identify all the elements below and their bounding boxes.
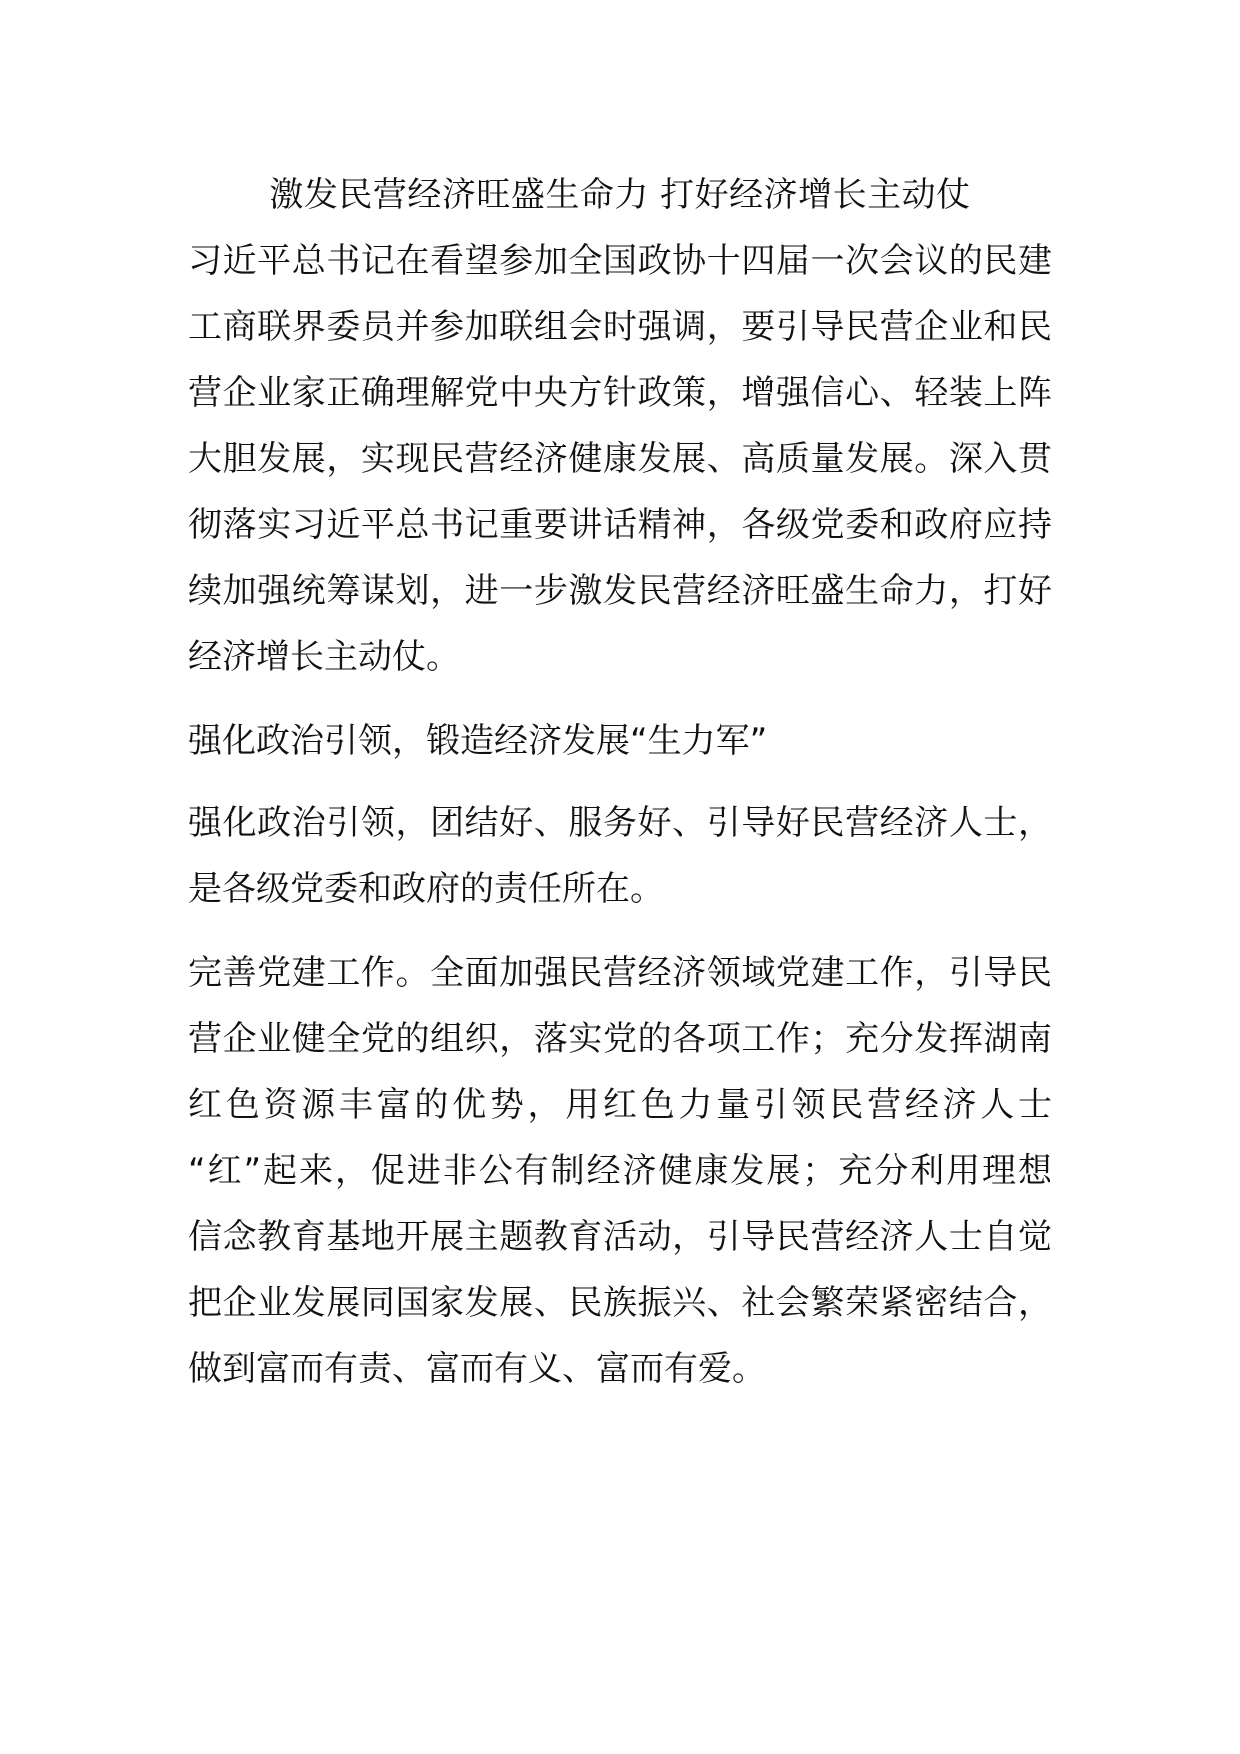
paragraph-1-line-6: 续加强统筹谋划，进一步激发民营经济旺盛生命力，打好 <box>188 571 1052 611</box>
paragraph-3-line-6: 把企业发展同国家发展、民族振兴、社会繁荣紧密结合， <box>188 1283 1052 1323</box>
paragraph-3-line-5: 信念教育基地开展主题教育活动，引导民营经济人士自觉 <box>188 1217 1052 1257</box>
paragraph-3-line-2: 营企业健全党的组织，落实党的各项工作；充分发挥湖南 <box>188 1019 1052 1059</box>
section-heading: 强化政治引领，锻造经济发展“生力军” <box>188 721 768 761</box>
paragraph-3-line-7: 做到富而有责、富而有义、富而有爱。 <box>188 1349 766 1389</box>
paragraph-1-line-3: 营企业家正确理解党中央方针政策，增强信心、轻装上阵 <box>188 373 1052 413</box>
paragraph-1-line-4: 大胆发展，实现民营经济健康发展、高质量发展。深入贯 <box>188 439 1052 479</box>
paragraph-1-line-7: 经济增长主动仗。 <box>188 637 460 677</box>
paragraph-2-line-1: 强化政治引领，团结好、服务好、引导好民营经济人士， <box>188 803 1052 843</box>
paragraph-1-line-5: 彻落实习近平总书记重要讲话精神，各级党委和政府应持 <box>188 505 1052 545</box>
paragraph-1-line-1: 习近平总书记在看望参加全国政协十四届一次会议的民建 <box>188 241 1052 281</box>
paragraph-3-line-1: 完善党建工作。全面加强民营经济领域党建工作，引导民 <box>188 953 1052 993</box>
paragraph-3-line-3: 红色资源丰富的优势，用红色力量引领民营经济人士 <box>188 1085 1052 1125</box>
document-title: 激发民营经济旺盛生命力 打好经济增长主动仗 <box>269 175 971 215</box>
paragraph-2-line-2: 是各级党委和政府的责任所在。 <box>188 869 664 909</box>
paragraph-1-line-2: 工商联界委员并参加联组会时强调，要引导民营企业和民 <box>188 307 1052 347</box>
paragraph-3-line-4: “红”起来，促进非公有制经济健康发展；充分利用理想 <box>188 1151 1052 1191</box>
